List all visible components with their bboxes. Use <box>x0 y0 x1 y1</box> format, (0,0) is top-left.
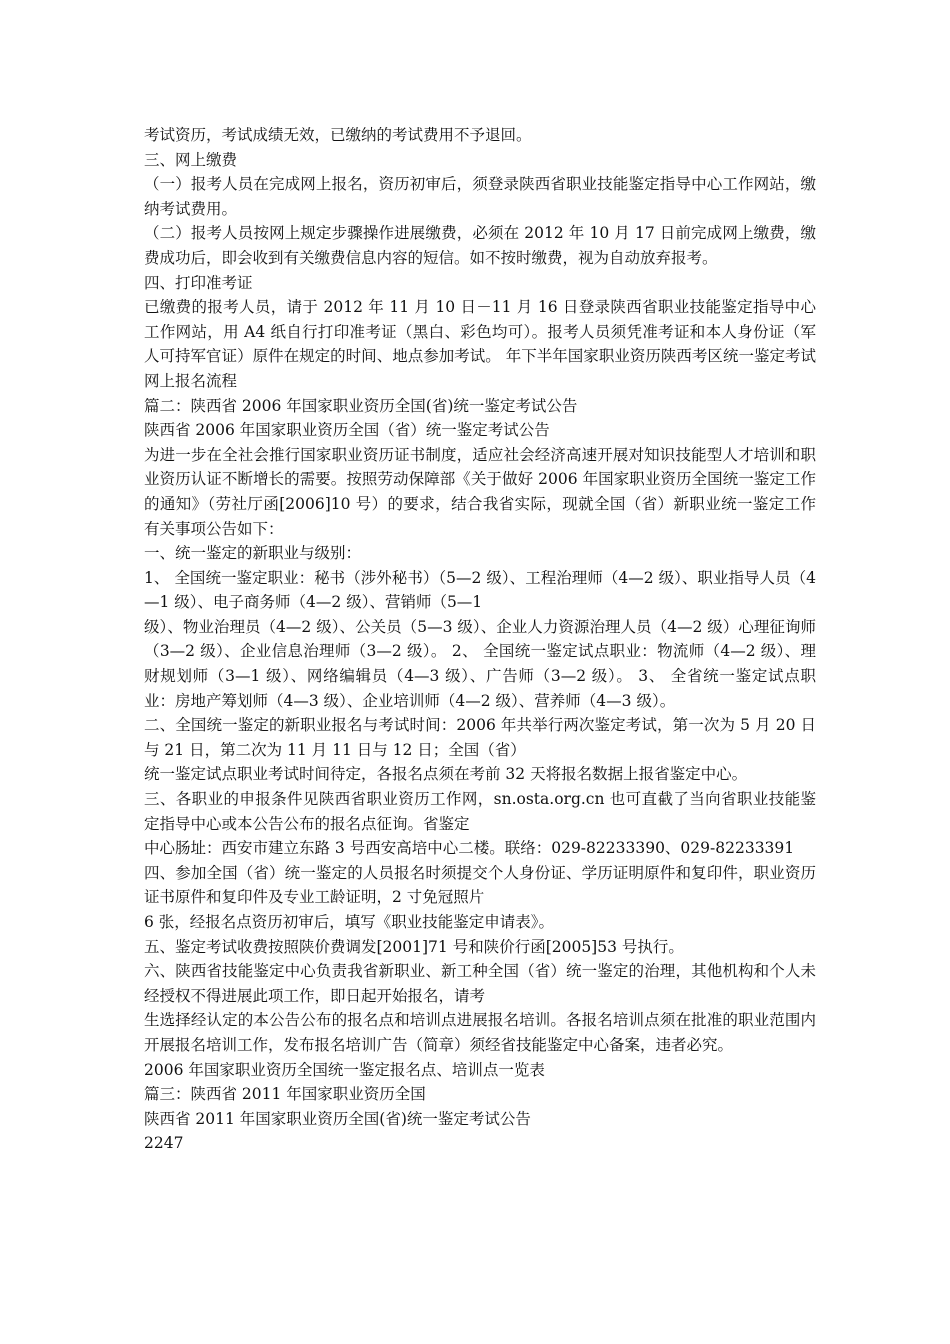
paragraph-conditions: 三、各职业的申报条件见陕西省职业资历工作网，sn.osta.org.cn 也可直截了当向省职业技能鉴定指导中心或本公告公布的报名点征询。省鉴定 <box>144 790 816 833</box>
paragraph-payment-2: （二）报考人员按网上规定步骤操作进展缴费，必须在 2012 年 10 月 17 日前完成网上缴费，缴费成功后，即会收到有关缴费信息内容的短信。如不按时缴费，视为自动放弃报考。 <box>144 224 816 267</box>
heading-article-two: 篇二：陕西省 2006 年国家职业资历全国(省)统一鉴定考试公告 <box>144 396 578 415</box>
paragraph-documents: 四、参加全国（省）统一鉴定的人员报名时须提交个人身份证、学历证明原件和复印件，职业资历证书原件和复印件及专业工龄证明，2 寸免冠照片 <box>144 863 816 907</box>
heading-print-admission: 四、打印准考证 <box>144 273 253 292</box>
announcement-title-2011: 陕西省 2011 年国家职业资历全国(省)统一鉴定考试公告 <box>144 1109 531 1128</box>
heading-new-occupations: 一、统一鉴定的新职业与级别： <box>144 544 362 563</box>
heading-article-three: 篇三：陕西省 2011 年国家职业资历全国 <box>144 1085 426 1104</box>
paragraph-photos: 6 张，经报名点资历初审后，填写《职业技能鉴定申请表》。 <box>144 913 555 931</box>
heading-online-payment: 三、网上缴费 <box>144 150 238 169</box>
paragraph-print-admission: 已缴费的报考人员，请于 2012 年 11 月 10 日－11 月 16 日登录陕西省职业技能鉴定指导中心工作网站，用 A4 纸自行打印准考证（黑白、彩色均可）。报考人员须凭准考证和本人身份证（军人可持军官证）原件在规定的时间、地点参加考试。 年下半年国家职业资历陕西考区统一鉴定考试网上报名流程 <box>144 298 816 390</box>
paragraph-occupations-1: 1、 全国统一鉴定职业：秘书（涉外秘书）（5—2 级）、工程治理师（4—2 级）、职业指导人员（4—1 级）、电子商务师（4—2 级）、营销师（5—1 <box>144 568 816 612</box>
document-body <box>144 123 816 1156</box>
paragraph-training: 生选择经认定的本公告公布的报名点和培训点进展报名培训。各报名培训点须在批准的职业范围内开展报名培训工作，发布报名培训广告（简章）须经省技能鉴定中心备案，违者必究。 <box>144 1011 816 1054</box>
paragraph-fees: 五、鉴定考试收费按照陕价费调发[2001]71 号和陕价行函[2005]53 号执行。 <box>144 937 684 956</box>
paragraph-intro-2006: 为进一步在全社会推行国家职业资历证书制度，适应社会经济高速开展对知识技能型人才培训和职业资历认证不断增长的需要。按照劳动保障部《关于做好 2006 年国家职业资历全国统一鉴定工作的通知》（劳社厅函[2006]10 号）的要求，结合我省实际，现就全国（省）新职业统一鉴定工作有关事项公告如下： <box>144 445 816 538</box>
paragraph-exam-void: 考试资历，考试成绩无效，已缴纳的考试费用不予退回。 <box>144 126 532 144</box>
paragraph-pilot-exam-time: 统一鉴定试点职业考试时间待定，各报名点须在考前 32 天将报名数据上报省鉴定中心。 <box>144 765 748 784</box>
paragraph-occupations-2: 级）、物业治理员（4—2 级）、公关员（5—3 级）、企业人力资源治理人员（4—2 级）心理征询师（3—2 级）、企业信息治理师（3—2 级）。 2、 全国统一鉴定试点职业：物流师（4—2 级）、理财规划师（3—1 级）、网络编辑员（4—3 级）、广告师（3—2 级）。 3、 全省统一鉴定试点职业：房地产筹划师（4—3 级）、企业培训师（4—2 级）、营养师（4—3 级）。 <box>144 617 816 710</box>
announcement-title-2006: 陕西省 2006 年国家职业资历全国（省）统一鉴定考试公告 <box>144 421 550 440</box>
table-title-2006: 2006 年国家职业资历全国统一鉴定报名点、培训点一览表 <box>144 1060 545 1079</box>
paragraph-governance: 六、陕西省技能鉴定中心负责我省新职业、新工种全国（省）统一鉴定的治理，其他机构和个人未经授权不得进展此项工作，即日起开始报名，请考 <box>144 962 816 1005</box>
paragraph-payment-1: （一）报考人员在完成网上报名，资历初审后，须登录陕西省职业技能鉴定指导中心工作网站，缴纳考试费用。 <box>144 175 816 218</box>
trailing-number: 2247 <box>144 1134 184 1153</box>
paragraph-center-address: 中心肠址：西安市建立东路 3 号西安高培中心二楼。联络：029-82233390、029-82233391 <box>144 839 795 858</box>
paragraph-exam-time: 二、全国统一鉴定的新职业报名与考试时间：2006 年共举行两次鉴定考试，第一次为 5 月 20 日与 21 日，第二次为 11 月 11 日与 12 日；全国（省） <box>144 716 816 759</box>
